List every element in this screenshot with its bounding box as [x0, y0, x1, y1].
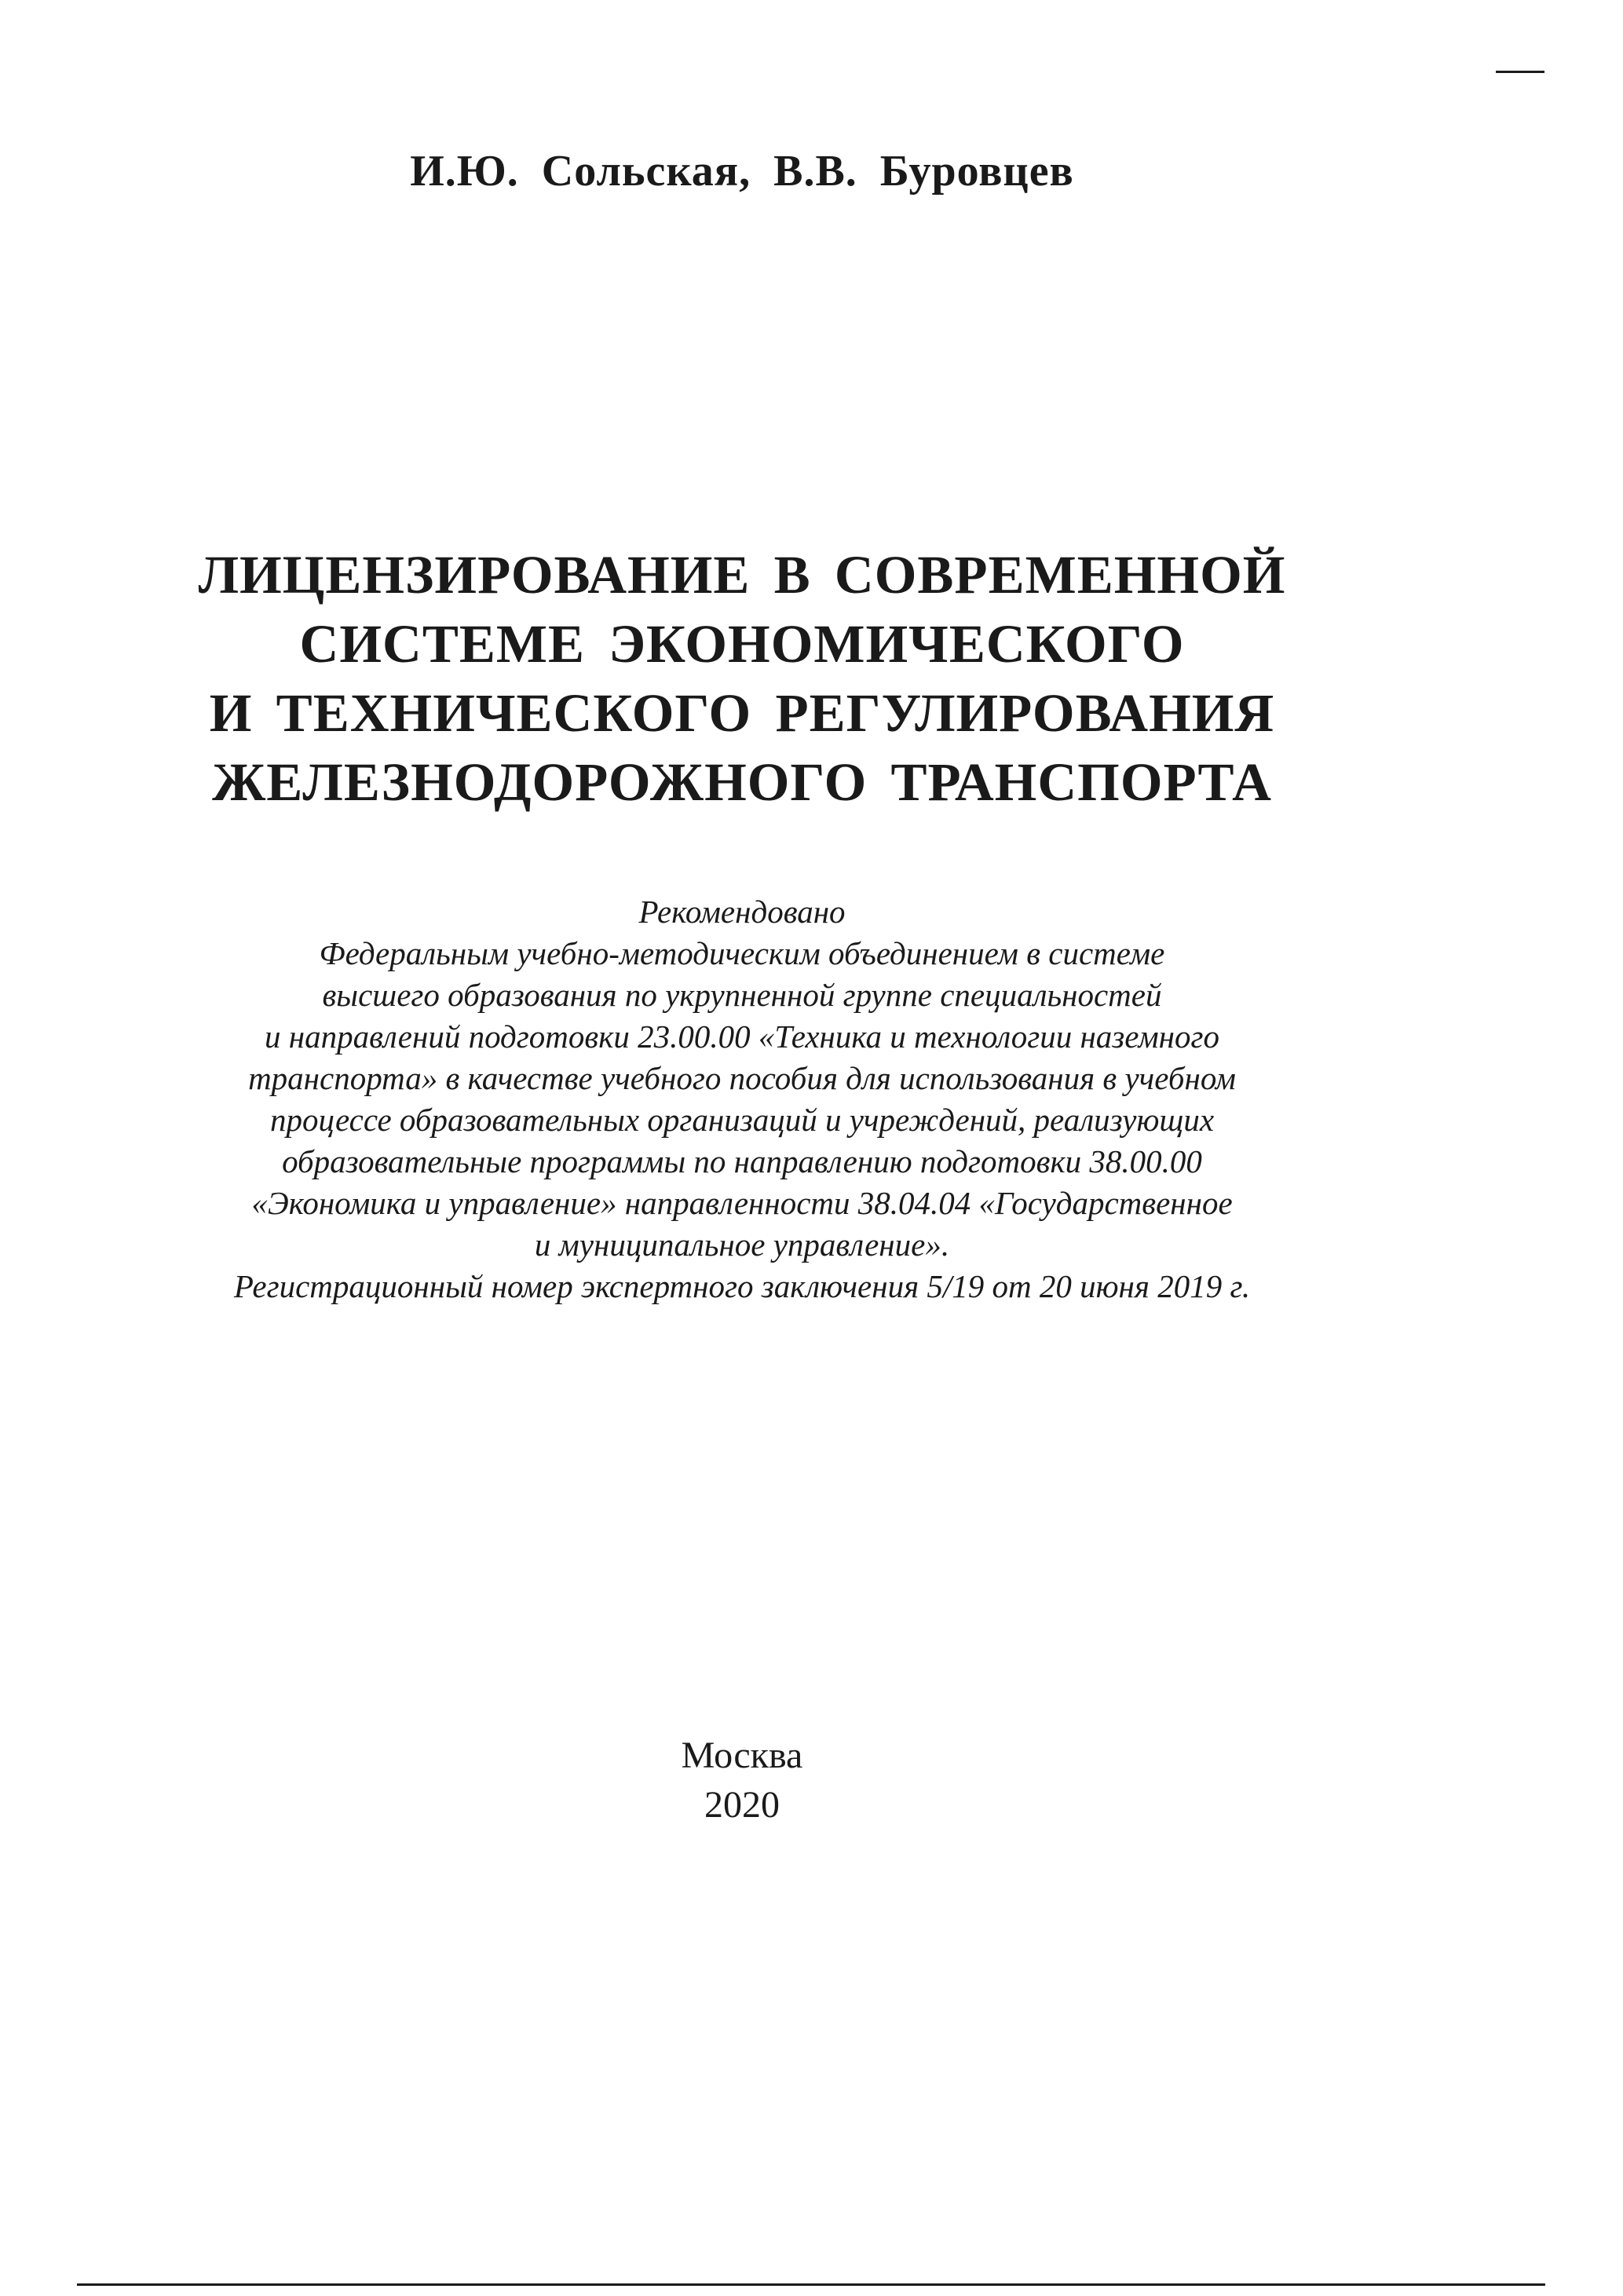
authors: И.Ю. Сольская, В.В. Буровцев	[410, 147, 1074, 196]
title-line: ЛИЦЕНЗИРОВАНИЕ В СОВРЕМЕННОЙ	[198, 545, 1286, 605]
title-line: ЖЕЛЕЗНОДОРОЖНОГО ТРАНСПОРТА	[212, 752, 1272, 812]
recommendation-line: и направлений подготовки 23.00.00 «Техника и технологии наземного	[265, 1018, 1219, 1055]
bottom-rule	[77, 2283, 1545, 2286]
book-title	[0, 540, 1484, 817]
recommendation-line: высшего образования по укрупненной группе специальностей	[322, 977, 1162, 1013]
recommendation-heading: Рекомендовано	[638, 894, 846, 930]
registration-number: Регистрационный номер экспертного заключения 5/19 от 20 июня 2019 г.	[233, 1268, 1251, 1304]
recommendation-line: Федеральным учебно-методическим объединением в системе	[319, 935, 1165, 971]
imprint-city: Москва	[681, 1735, 803, 1776]
imprint	[0, 1731, 1484, 1830]
recommendation-block	[0, 891, 1484, 1307]
recommendation-line: образовательные программы по направлению подготовки 38.00.00	[282, 1143, 1202, 1179]
recommendation-line: и муниципальное управление».	[534, 1227, 950, 1263]
title-line: СИСТЕМЕ ЭКОНОМИЧЕСКОГО	[299, 614, 1185, 674]
recommendation-line: процессе образовательных организаций и учреждений, реализующих	[269, 1102, 1215, 1138]
recommendation-line: «Экономика и управление» направленности 38.04.04 «Государственное	[251, 1185, 1233, 1221]
corner-rule	[1496, 71, 1544, 73]
recommendation-line: транспорта» в качестве учебного пособия для использования в учебном	[248, 1060, 1236, 1096]
imprint-year: 2020	[704, 1784, 780, 1826]
title-line: И ТЕХНИЧЕСКОГО РЕГУЛИРОВАНИЯ	[209, 683, 1275, 743]
